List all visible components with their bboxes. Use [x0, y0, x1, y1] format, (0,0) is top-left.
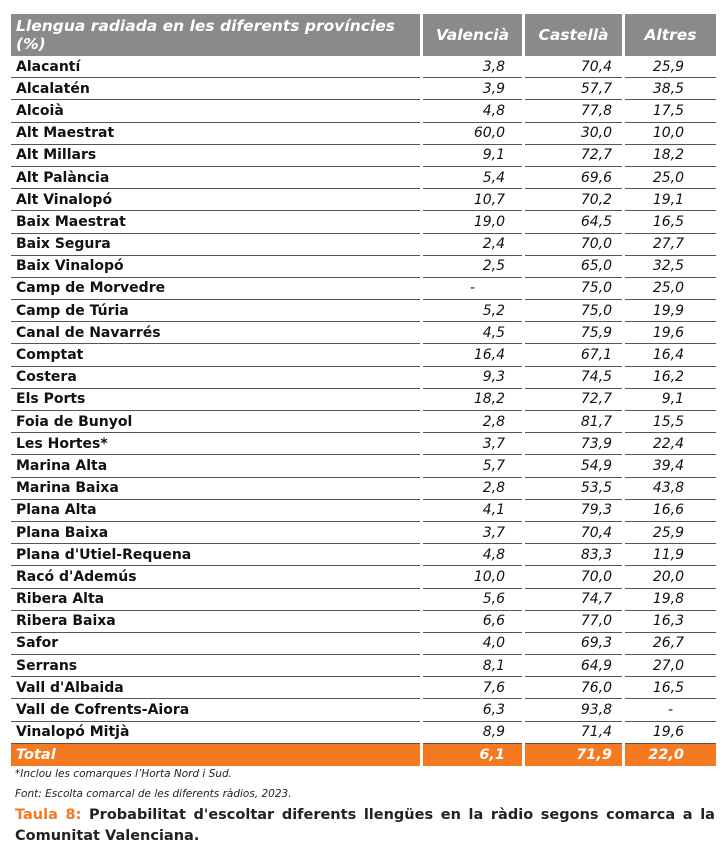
castella-cell: 76,0: [525, 677, 622, 699]
altres-cell: 26,7: [625, 633, 716, 655]
table-row: [11, 566, 716, 588]
castella-cell: 64,9: [525, 655, 622, 677]
source-note: Font: Escolta comarcal de les diferents ràdios, 2023.: [15, 788, 292, 800]
region-cell: Comptat: [11, 344, 420, 366]
region-cell: Vall de Cofrents-Aiora: [11, 699, 420, 721]
region-cell: Alcalatén: [11, 78, 420, 100]
castella-cell: 81,7: [525, 411, 622, 433]
region-cell: Alcoià: [11, 100, 420, 122]
castella-cell: 75,0: [525, 278, 622, 300]
castella-cell: 73,9: [525, 433, 622, 455]
valencia-cell: 10,7: [423, 189, 522, 211]
altres-cell: 15,5: [625, 411, 716, 433]
region-cell: Racó d'Ademús: [11, 566, 420, 588]
table-body: [11, 56, 716, 766]
altres-cell: 38,5: [625, 78, 716, 100]
altres-cell: 19,8: [625, 589, 716, 611]
castella-cell: 67,1: [525, 344, 622, 366]
altres-cell: 19,1: [625, 189, 716, 211]
valencia-cell: 16,4: [423, 344, 522, 366]
header-region: Llengua radiada en les diferents províncies (%): [11, 14, 420, 56]
region-cell: Vall d'Albaida: [11, 677, 420, 699]
castella-cell: 72,7: [525, 145, 622, 167]
castella-cell: 83,3: [525, 544, 622, 566]
castella-cell: 54,9: [525, 455, 622, 477]
valencia-cell: 4,8: [423, 544, 522, 566]
region-cell: Baix Vinalopó: [11, 256, 420, 278]
region-cell: Camp de Morvedre: [11, 278, 420, 300]
table-row: [11, 722, 716, 744]
altres-cell: 25,0: [625, 167, 716, 189]
region-cell: Marina Alta: [11, 455, 420, 477]
castella-cell: 75,9: [525, 322, 622, 344]
castella-cell: 77,0: [525, 611, 622, 633]
altres-cell: -: [625, 699, 716, 721]
castella-cell: 69,3: [525, 633, 622, 655]
altres-cell: 39,4: [625, 455, 716, 477]
table-row: [11, 677, 716, 699]
footnote: *Inclou les comarques l’Horta Nord i Sud.: [15, 768, 233, 780]
table-row: [11, 56, 716, 78]
valencia-cell: 5,2: [423, 300, 522, 322]
castella-cell: 93,8: [525, 699, 622, 721]
valencia-cell: 10,0: [423, 566, 522, 588]
table-row: [11, 167, 716, 189]
altres-cell: 16,2: [625, 367, 716, 389]
region-cell: Vinalopó Mitjà: [11, 722, 420, 744]
altres-cell: 20,0: [625, 566, 716, 588]
castella-cell: 75,0: [525, 300, 622, 322]
valencia-cell: -: [423, 278, 522, 300]
table-row: [11, 433, 716, 455]
header-castella: Castellà: [525, 14, 622, 56]
altres-cell: 25,0: [625, 278, 716, 300]
region-cell: Els Ports: [11, 389, 420, 411]
valencia-cell: 2,8: [423, 478, 522, 500]
altres-cell: 17,5: [625, 100, 716, 122]
castella-cell: 65,0: [525, 256, 622, 278]
castella-cell: 74,7: [525, 589, 622, 611]
altres-cell: 25,9: [625, 56, 716, 78]
valencia-cell: 7,6: [423, 677, 522, 699]
region-cell: Alt Millars: [11, 145, 420, 167]
table-row: [11, 100, 716, 122]
total-row: [11, 744, 716, 766]
region-cell: Total: [11, 744, 420, 766]
castella-cell: 30,0: [525, 123, 622, 145]
region-cell: Alt Palància: [11, 167, 420, 189]
castella-cell: 69,6: [525, 167, 622, 189]
region-cell: Serrans: [11, 655, 420, 677]
valencia-cell: 6,1: [423, 744, 522, 766]
valencia-cell: 18,2: [423, 389, 522, 411]
altres-cell: 11,9: [625, 544, 716, 566]
altres-cell: 25,9: [625, 522, 716, 544]
castella-cell: 70,0: [525, 566, 622, 588]
altres-cell: 19,6: [625, 322, 716, 344]
table-row: [11, 367, 716, 389]
valencia-cell: 19,0: [423, 211, 522, 233]
altres-cell: 19,9: [625, 300, 716, 322]
valencia-cell: 9,3: [423, 367, 522, 389]
castella-cell: 70,4: [525, 522, 622, 544]
table-row: [11, 256, 716, 278]
castella-cell: 70,0: [525, 234, 622, 256]
valencia-cell: 4,5: [423, 322, 522, 344]
table-row: [11, 189, 716, 211]
castella-cell: 70,4: [525, 56, 622, 78]
valencia-cell: 4,0: [423, 633, 522, 655]
table-caption: [15, 805, 715, 847]
castella-cell: 79,3: [525, 500, 622, 522]
radio-language-table: [8, 14, 719, 766]
table-row: [11, 655, 716, 677]
valencia-cell: 3,8: [423, 56, 522, 78]
region-cell: Plana d'Utiel-Requena: [11, 544, 420, 566]
region-cell: Foia de Bunyol: [11, 411, 420, 433]
valencia-cell: 4,8: [423, 100, 522, 122]
region-cell: Costera: [11, 367, 420, 389]
table-row: [11, 699, 716, 721]
castella-cell: 57,7: [525, 78, 622, 100]
castella-cell: 71,9: [525, 744, 622, 766]
valencia-cell: 2,4: [423, 234, 522, 256]
region-cell: Les Hortes*: [11, 433, 420, 455]
altres-cell: 16,6: [625, 500, 716, 522]
region-cell: Marina Baixa: [11, 478, 420, 500]
valencia-cell: 5,7: [423, 455, 522, 477]
altres-cell: 43,8: [625, 478, 716, 500]
header-altres: Altres: [625, 14, 716, 56]
altres-cell: 27,7: [625, 234, 716, 256]
table-row: [11, 234, 716, 256]
altres-cell: 16,3: [625, 611, 716, 633]
table-row: [11, 322, 716, 344]
table-row: [11, 589, 716, 611]
table-row: [11, 211, 716, 233]
castella-cell: 70,2: [525, 189, 622, 211]
valencia-cell: 9,1: [423, 145, 522, 167]
region-cell: Camp de Túria: [11, 300, 420, 322]
castella-cell: 72,7: [525, 389, 622, 411]
region-cell: Alt Vinalopó: [11, 189, 420, 211]
valencia-cell: 3,7: [423, 433, 522, 455]
region-cell: Baix Segura: [11, 234, 420, 256]
table-row: [11, 544, 716, 566]
table-header-row: [11, 14, 716, 56]
table-row: [11, 145, 716, 167]
region-cell: Canal de Navarrés: [11, 322, 420, 344]
region-cell: Ribera Alta: [11, 589, 420, 611]
table-row: [11, 123, 716, 145]
valencia-cell: 3,9: [423, 78, 522, 100]
valencia-cell: 6,3: [423, 699, 522, 721]
region-cell: Alt Maestrat: [11, 123, 420, 145]
valencia-cell: 2,8: [423, 411, 522, 433]
castella-cell: 64,5: [525, 211, 622, 233]
valencia-cell: 5,6: [423, 589, 522, 611]
castella-cell: 77,8: [525, 100, 622, 122]
table-row: [11, 478, 716, 500]
valencia-cell: 8,9: [423, 722, 522, 744]
table-row: [11, 611, 716, 633]
altres-cell: 16,5: [625, 677, 716, 699]
table-row: [11, 78, 716, 100]
castella-cell: 71,4: [525, 722, 622, 744]
region-cell: Ribera Baixa: [11, 611, 420, 633]
altres-cell: 22,4: [625, 433, 716, 455]
table-row: [11, 411, 716, 433]
altres-cell: 16,5: [625, 211, 716, 233]
altres-cell: 18,2: [625, 145, 716, 167]
castella-cell: 53,5: [525, 478, 622, 500]
caption-label: Taula 8:: [15, 807, 82, 823]
castella-cell: 74,5: [525, 367, 622, 389]
valencia-cell: 2,5: [423, 256, 522, 278]
altres-cell: 22,0: [625, 744, 716, 766]
region-cell: Plana Baixa: [11, 522, 420, 544]
altres-cell: 27,0: [625, 655, 716, 677]
table-row: [11, 455, 716, 477]
valencia-cell: 6,6: [423, 611, 522, 633]
valencia-cell: 3,7: [423, 522, 522, 544]
table-row: [11, 300, 716, 322]
table-row: [11, 278, 716, 300]
table-row: [11, 344, 716, 366]
valencia-cell: 5,4: [423, 167, 522, 189]
table-row: [11, 389, 716, 411]
table-row: [11, 633, 716, 655]
valencia-cell: 8,1: [423, 655, 522, 677]
valencia-cell: 4,1: [423, 500, 522, 522]
altres-cell: 10,0: [625, 123, 716, 145]
altres-cell: 16,4: [625, 344, 716, 366]
caption-text: Probabilitat d'escoltar diferents llengües en la ràdio segons comarca a la Comunitat Valenciana.: [15, 807, 715, 844]
header-valencia: Valencià: [423, 14, 522, 56]
region-cell: Baix Maestrat: [11, 211, 420, 233]
altres-cell: 9,1: [625, 389, 716, 411]
altres-cell: 32,5: [625, 256, 716, 278]
valencia-cell: 60,0: [423, 123, 522, 145]
region-cell: Safor: [11, 633, 420, 655]
region-cell: Alacantí: [11, 56, 420, 78]
altres-cell: 19,6: [625, 722, 716, 744]
table-row: [11, 500, 716, 522]
table-row: [11, 522, 716, 544]
region-cell: Plana Alta: [11, 500, 420, 522]
